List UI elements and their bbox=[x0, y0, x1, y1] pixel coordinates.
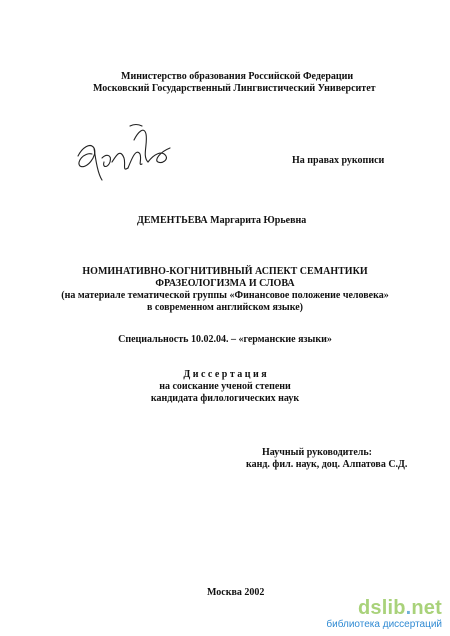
title-line-1: НОМИНАТИВНО-КОГНИТИВНЫЙ АСПЕКТ СЕМАНТИКИ bbox=[82, 266, 368, 277]
dissertation-heading: Д и с с е р т а ц и я bbox=[183, 369, 267, 380]
watermark-brand-name: dslib bbox=[357, 597, 406, 619]
title-line-4: в современном английском языке) bbox=[146, 302, 304, 313]
degree-purpose-line: на соискание ученой степени bbox=[159, 381, 291, 392]
place-year: Москва 2002 bbox=[207, 587, 265, 598]
supervisor-label: Научный руководитель: bbox=[262, 447, 372, 458]
degree-name-line: кандидата филологических наук bbox=[150, 393, 300, 404]
dslib-watermark bbox=[326, 598, 442, 631]
supervisor-name: канд. фил. наук, доц. Алпатова С.Д. bbox=[246, 459, 408, 470]
university-line: Московский Государственный Лингвистический Университет bbox=[93, 83, 376, 94]
watermark-brand-tld: net bbox=[411, 597, 442, 619]
ministry-line: Министерство образования Российской Федерации bbox=[121, 71, 354, 82]
manuscript-note: На правах рукописи bbox=[292, 155, 385, 166]
author-name: ДЕМЕНТЬЕВА Маргарита Юрьевна bbox=[137, 215, 307, 226]
watermark-brand-dot: . bbox=[405, 597, 412, 619]
title-line-2: ФРАЗЕОЛОГИЗМА И СЛОВА bbox=[155, 278, 295, 289]
watermark-brand bbox=[326, 598, 442, 618]
title-line-3: (на материале тематической группы «Финансовое положение человека» bbox=[61, 290, 389, 301]
handwritten-signature bbox=[72, 118, 182, 188]
watermark-tagline: библиотека диссертаций bbox=[326, 619, 442, 630]
specialty-line: Специальность 10.02.04. – «германские языки» bbox=[118, 334, 332, 345]
